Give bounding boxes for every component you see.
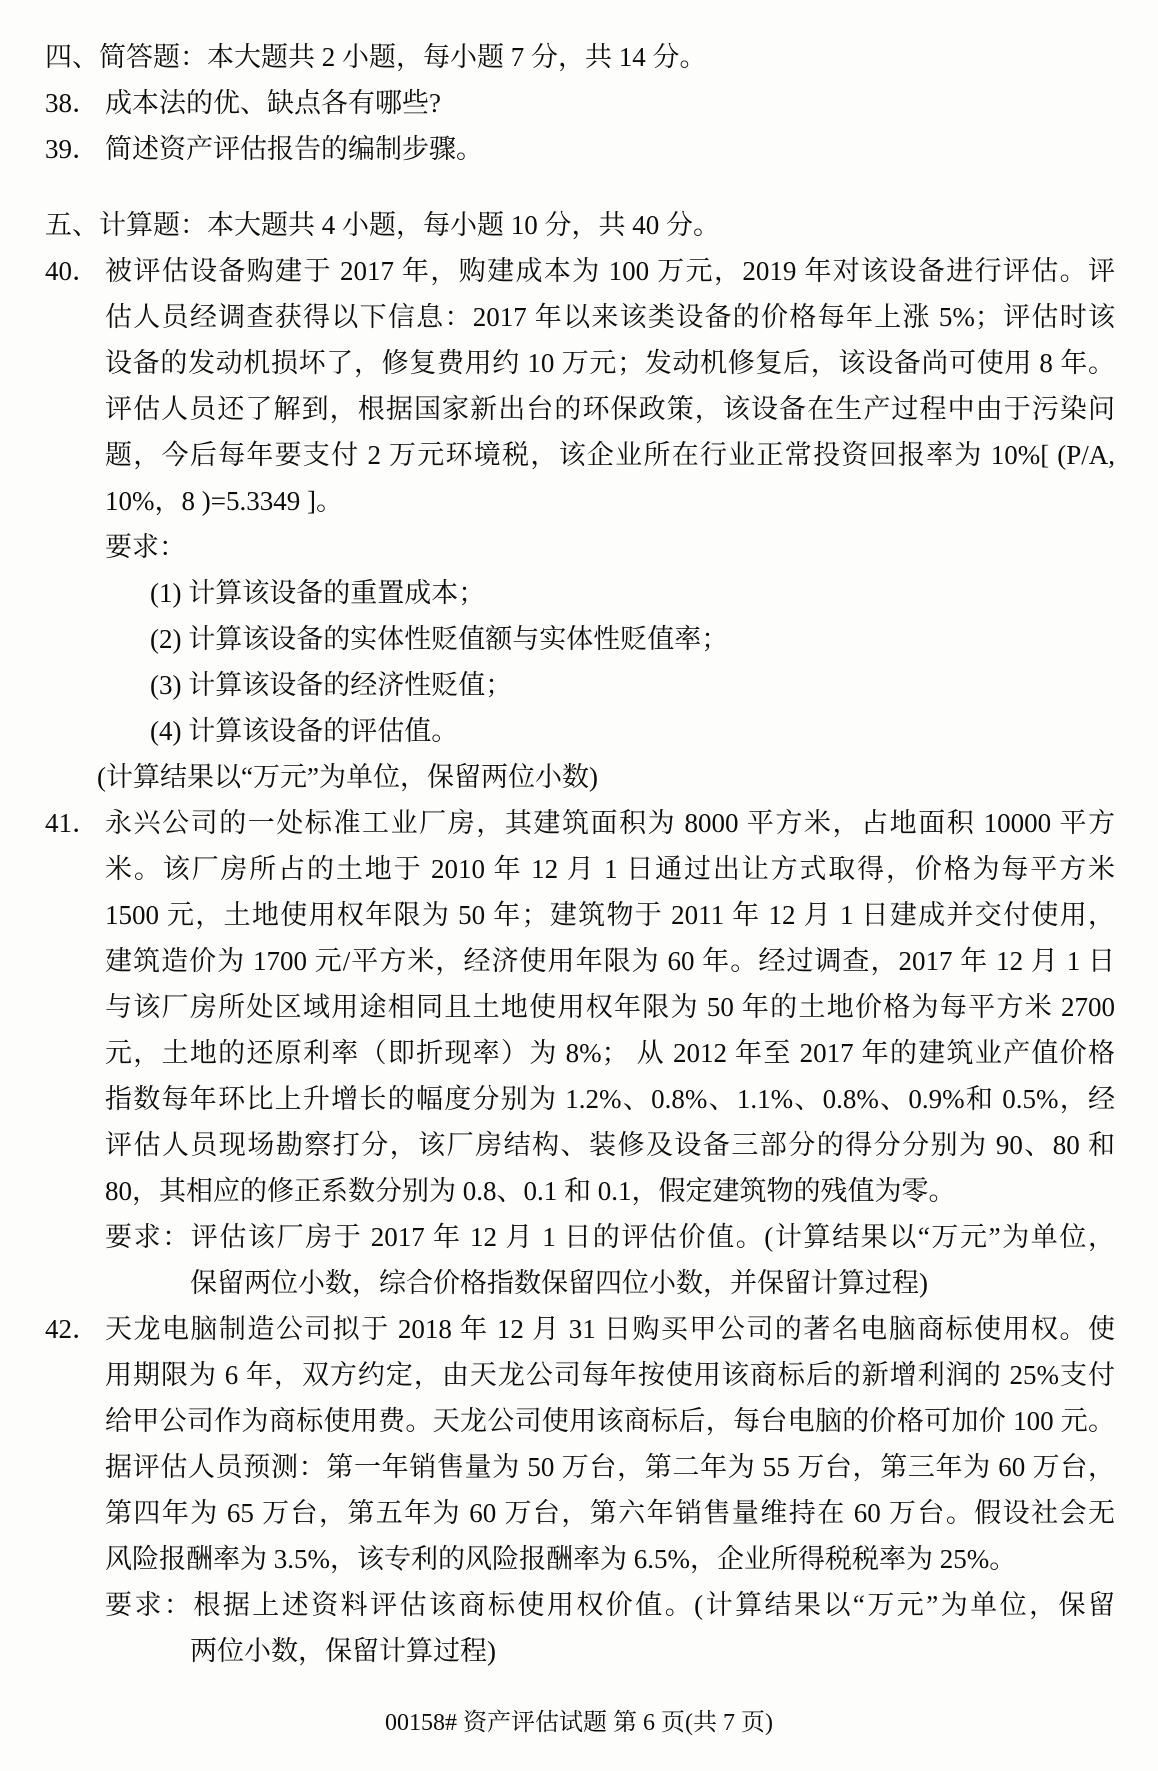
question-38-number: 38． bbox=[45, 88, 99, 118]
question-39 bbox=[45, 126, 1115, 172]
question-41-line-6: 元，土地的还原利率（即折现率）为 8%； 从 2012 年至 2017 年的建筑业产值价格 bbox=[105, 1038, 1115, 1068]
question-38 bbox=[45, 80, 1115, 126]
question-40-line-5: 题，今后每年要支付 2 万元环境税，该企业所在行业正常投资回报率为 10%[ (P/A, bbox=[105, 440, 1115, 470]
question-42-line-2: 用期限为 6 年，双方约定，由天龙公司每年按使用该商标后的新增利润的 25%支付 bbox=[105, 1360, 1115, 1390]
question-42-line-1 bbox=[45, 1306, 1115, 1352]
question-41-line-4: 建筑造价为 1700 元/平方米，经济使用年限为 60 年。经过调查，2017 年 12 月 1 日 bbox=[105, 946, 1115, 976]
question-40-item-2: (2) 计算该设备的实体性贬值额与实体性贬值率； bbox=[150, 624, 729, 654]
section-4-header: 四、简答题：本大题共 2 小题，每小题 7 分，共 14 分。 bbox=[45, 42, 707, 72]
question-42-line-5: 第四年为 65 万台，第五年为 60 万台，第六年销售量维持在 60 万台。假设社会无 bbox=[105, 1498, 1115, 1528]
question-41-requirement-line-2: 保留两位小数，综合价格指数保留四位小数，并保留计算过程) bbox=[190, 1268, 928, 1298]
question-40-line-1 bbox=[45, 248, 1115, 294]
question-41-number: 41． bbox=[45, 808, 99, 838]
question-42-text-1: 天龙电脑制造公司拟于 2018 年 12 月 31 日购买甲公司的著名电脑商标使用权。使 bbox=[105, 1314, 1115, 1344]
question-40-item-4: (4) 计算该设备的评估值。 bbox=[150, 716, 459, 746]
question-38-text: 成本法的优、缺点各有哪些? bbox=[105, 88, 441, 118]
question-42-line-3: 给甲公司作为商标使用费。天龙公司使用该商标后，每台电脑的价格可加价 100 元。 bbox=[105, 1406, 1115, 1436]
question-41-line-1 bbox=[45, 800, 1115, 846]
question-40-text-1: 被评估设备购建于 2017 年，购建成本为 100 万元，2019 年对该设备进行评估。评 bbox=[105, 256, 1115, 286]
question-40-line-2: 估人员经调查获得以下信息：2017 年以来该类设备的价格每年上涨 5%；评估时该 bbox=[105, 302, 1115, 332]
exam-content bbox=[45, 34, 1115, 1674]
question-40-requirement-label: 要求： bbox=[105, 532, 186, 562]
question-42-line-6: 风险报酬率为 3.5%，该专利的风险报酬率为 6.5%，企业所得税税率为 25%。 bbox=[105, 1544, 1017, 1574]
section-5-header: 五、计算题：本大题共 4 小题，每小题 10 分，共 40 分。 bbox=[45, 210, 720, 240]
question-40-item-1: (1) 计算该设备的重置成本； bbox=[150, 578, 486, 608]
question-40-line-4: 评估人员还了解到，根据国家新出台的环保政策，该设备在生产过程中由于污染问 bbox=[105, 394, 1115, 424]
question-41-line-9: 80，其相应的修正系数分别为 0.8、0.1 和 0.1，假定建筑物的残值为零。 bbox=[105, 1176, 956, 1206]
question-41-text-1: 永兴公司的一处标准工业厂房，其建筑面积为 8000 平方米，占地面积 10000 平方 bbox=[105, 808, 1115, 838]
question-40-item-3: (3) 计算该设备的经济性贬值； bbox=[150, 670, 513, 700]
page-footer: 00158# 资产评估试题 第 6 页(共 7 页) bbox=[385, 1710, 773, 1736]
question-40-number: 40． bbox=[45, 256, 99, 286]
question-40-line-6: 10%，8 )=5.3349 ]。 bbox=[105, 486, 343, 516]
question-41-line-2: 米。该厂房所占的土地于 2010 年 12 月 1 日通过出让方式取得，价格为每平方米 bbox=[105, 854, 1115, 884]
question-41-line-7: 指数每年环比上升增长的幅度分别为 1.2%、0.8%、1.1%、0.8%、0.9%和 0.5%，经 bbox=[105, 1084, 1115, 1114]
question-39-text: 简述资产评估报告的编制步骤。 bbox=[105, 134, 483, 164]
question-41-line-8: 评估人员现场勘察打分，该厂房结构、装修及设备三部分的得分分别为 90、80 和 bbox=[105, 1130, 1115, 1160]
question-41-requirement-line-1: 要求：评估该厂房于 2017 年 12 月 1 日的评估价值。(计算结果以“万元”为单位， bbox=[105, 1222, 1115, 1252]
question-40-line-3: 设备的发动机损坏了，修复费用约 10 万元；发动机修复后，该设备尚可使用 8 年。 bbox=[105, 348, 1115, 378]
question-41-line-5: 与该厂房所处区域用途相同且土地使用权年限为 50 年的土地价格为每平方米 2700 bbox=[105, 992, 1115, 1022]
question-42-requirement-line-1: 要求：根据上述资料评估该商标使用权价值。(计算结果以“万元”为单位，保留 bbox=[105, 1590, 1115, 1620]
question-42-requirement-line-2: 两位小数，保留计算过程) bbox=[190, 1636, 496, 1666]
question-41-line-3: 1500 元，土地使用权年限为 50 年；建筑物于 2011 年 12 月 1 日建成并交付使用， bbox=[105, 900, 1115, 930]
question-40-note: (计算结果以“万元”为单位，保留两位小数) bbox=[97, 762, 598, 792]
question-42-number: 42． bbox=[45, 1314, 99, 1344]
question-42-line-4: 据评估人员预测：第一年销售量为 50 万台，第二年为 55 万台，第三年为 60 万台， bbox=[105, 1452, 1115, 1482]
question-39-number: 39． bbox=[45, 134, 99, 164]
